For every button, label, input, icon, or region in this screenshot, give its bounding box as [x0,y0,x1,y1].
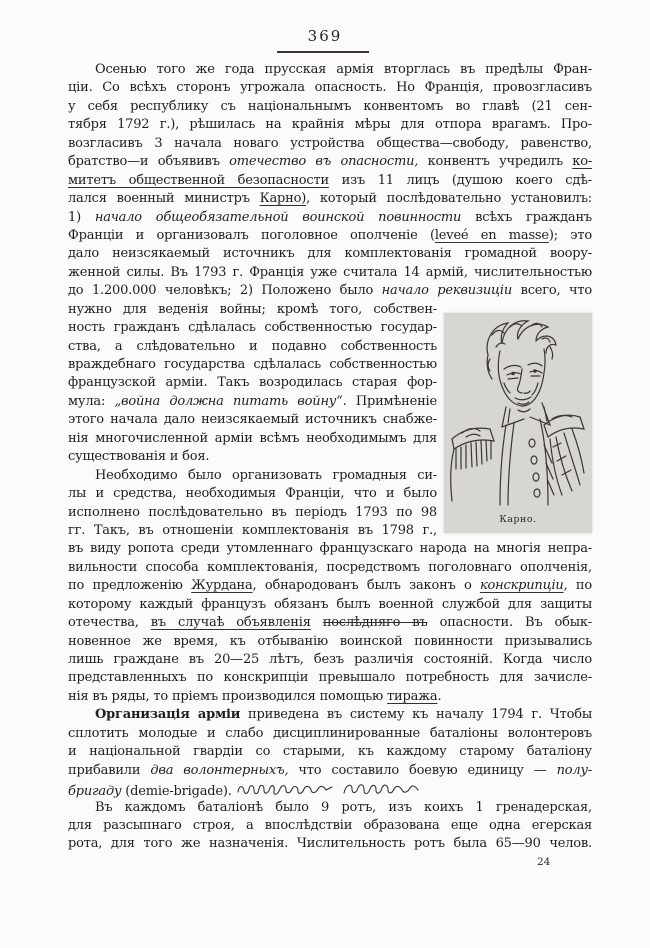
text-segment: тября 1792 г.), рѣшилась на крайнія мѣры для отпора врагамъ. Про- [68,117,592,133]
text-segment: leveé en masse [434,227,549,243]
text-segment: тиража [387,688,438,704]
text-segment: Въ каждомъ баталіонѣ было 9 ротъ, изъ коихъ 1 гренадерская, [95,799,592,815]
text-line [68,669,592,687]
text-segment: по предложенію [68,578,192,594]
carnot-portrait-engraving [444,313,592,509]
text-segment: конскрипціи [479,578,564,594]
text-line [68,374,437,392]
text-segment: у себя республику съ національнымъ конвентомъ во главѣ (21 сен- [68,98,592,114]
text-segment: что составило боевую единицу — [288,762,557,778]
text-segment: лишь граждане въ 20—25 лѣтъ, безъ различія состояній. Когда число [68,652,592,667]
text-segment: полу- [556,762,592,778]
text-line [68,688,592,706]
text-line [68,245,592,263]
figure-caption: Карно. [499,514,537,525]
text-segment: Организація арміи [95,707,241,723]
text-segment: , обнародованъ былъ законъ о [252,578,480,594]
text-segment: лался военный министръ [68,191,260,207]
text-segment: женной силы. Въ 1793 г. Франція уже считала 14 армій, числительностью [68,264,592,280]
text-line [68,393,437,411]
text-line [68,596,592,614]
text-segment: нія многочисленной арміи всѣмъ необходимымъ для [68,430,437,446]
text-segment: въ виду ропота среди утомленнаго французскаго народа на многія непра- [68,541,592,557]
text-segment: отечество въ опасности, [229,154,419,170]
text-line [68,706,592,724]
handwritten-annotation [236,780,422,798]
text-line [68,559,592,577]
text-segment: (demie-brigade). [121,784,232,799]
text-segment: ства, а слѣдовательно и подавно собственность [68,338,437,354]
text-segment: которому каждый французъ обязанъ былъ военной службой для защиты [68,596,592,612]
text-line [68,319,437,337]
text-line [68,780,592,798]
text-segment: „война должна питать войну“ [114,393,343,409]
text-segment: митетъ общественной безопасности [68,172,329,188]
text-segment: этого начала дало неизсякаемый источникъ снабже- [68,412,437,428]
text-line [68,116,592,134]
text-segment: существованія и боя. [68,449,210,465]
text-line [68,448,437,466]
text-segment: враждебнаго государства сдѣлалась собственностью [68,357,437,372]
text-line [68,172,592,190]
text-segment: прибавили [68,762,151,778]
text-segment: для разсыпнаго строя, а впослѣдствіи образована еще одна егерская [68,817,592,833]
text-line [68,485,437,503]
text-line [68,209,592,227]
text-segment: изъ 11 лицъ (душою коего сдѣ- [328,172,592,188]
text-line [68,633,592,651]
text-line [68,725,592,743]
text-segment: всего, что [512,283,592,299]
text-segment: Журдана [191,578,253,594]
text-segment: отечества, [68,615,151,631]
text-line [68,338,437,356]
text-line [68,61,592,79]
text-line [68,614,592,632]
text-segment: приведена въ систему къ началу 1794 г. Чтобы [240,707,592,723]
text-segment: ціи. Со всѣхъ сторонъ угрожала опасность. Но Франція, провозгласивъ [68,80,592,96]
text-segment: , по [563,578,592,594]
page-number: 369 [307,27,343,45]
text-segment: новенное же время, къ отбыванію воинской повинности призывались [68,633,592,649]
text-line [68,762,592,780]
text-segment: Осенью того же года прусская армія вторглась въ предѣлы Фран- [95,62,592,77]
text-segment: до 1.200.000 человѣкъ; 2) Положено было [68,283,382,299]
text-segment: конвентъ учредилъ [418,154,573,170]
text-segment: гг. Такъ, въ отношеніи комплектованія въ 1798 г., [68,522,437,538]
text-segment: рота, для того же назначенія. Числительность ротъ была 65—90 челов. [68,836,592,852]
text-segment: начало реквизиціи [381,283,513,299]
text-line [68,264,592,282]
text-segment: . [437,688,442,704]
text-line [68,799,592,817]
text-line [68,467,437,485]
portrait-figure [444,313,592,533]
text-line [68,522,437,540]
text-line [68,153,592,171]
text-line [68,540,592,558]
text-segment: Необходимо было организовать громадныя си- [95,467,437,483]
text-line [68,301,437,319]
text-segment: дало неизсякаемый источникъ для комплектованія громадной воору- [68,246,592,262]
text-line [68,651,592,669]
text-segment: ко- [572,154,592,170]
text-line [68,282,592,300]
text-line [68,98,592,116]
text-segment: всѣхъ гражданъ [461,209,592,225]
text-line [68,411,437,429]
header-rule [277,51,369,53]
text-line [68,743,592,761]
text-line [68,135,592,153]
text-segment: сплотить молодые и слабо дисциплинированные баталіоны волонтеровъ [68,725,592,741]
text-segment: мула: [68,393,115,409]
text-segment: послѣдняго въ [322,615,428,631]
text-line [68,577,592,595]
text-segment: , который послѣдовательно установилъ: [306,191,592,207]
text-line [68,504,437,522]
text-segment: бригаду [68,784,122,799]
text-segment: въ случаѣ объявленія [150,615,311,631]
text-segment [311,615,323,630]
text-segment: представленныхъ по конскрипціи превышало потребность для зачисле- [68,670,592,686]
text-segment: возгласивъ 3 начала новаго устройства общества—свободу, равенство, [68,135,592,151]
text-segment: опасности. Въ обык- [427,615,592,631]
text-segment: 1) [68,209,95,225]
text-segment: вильности способа комплектованія, посредствомъ поголовнаго ополченія, [68,559,592,575]
text-segment: начало общеобязательной воинской повинности [94,209,462,225]
text-line [68,190,592,208]
text-segment: Франціи и организовалъ поголовное ополченіе ( [68,227,435,243]
text-segment: два волонтерныхъ, [150,762,289,778]
text-segment: лы и средства, необходимыя Франціи, что и было [68,486,437,502]
text-segment: нія въ ряды, то пріемъ производился помощью [68,688,388,704]
text-line [68,356,437,374]
text-segment: ); это [548,227,592,243]
text-segment: исполнено послѣдовательно въ періодъ 1793 по 98 [68,504,437,520]
text-segment: Карно) [259,191,307,207]
text-segment: и національной гвардіи со старыми, къ каждому старому баталіону [68,744,592,760]
text-segment: ность гражданъ сдѣлалась собственностью государ- [68,320,437,336]
text-segment: нужно для веденія войны; кромѣ того, собствен- [68,301,437,317]
text-segment: братство—и объявивъ [68,154,230,170]
text-line [68,835,592,853]
text-line [68,227,592,245]
text-segment: французской арміи. Такъ возродилась старая фор- [68,375,437,391]
text-line [68,79,592,97]
text-line [68,430,437,448]
text-segment: . Примѣненіе [342,393,437,409]
text-line [68,817,592,835]
printer-signature-mark: 24 [537,856,551,868]
